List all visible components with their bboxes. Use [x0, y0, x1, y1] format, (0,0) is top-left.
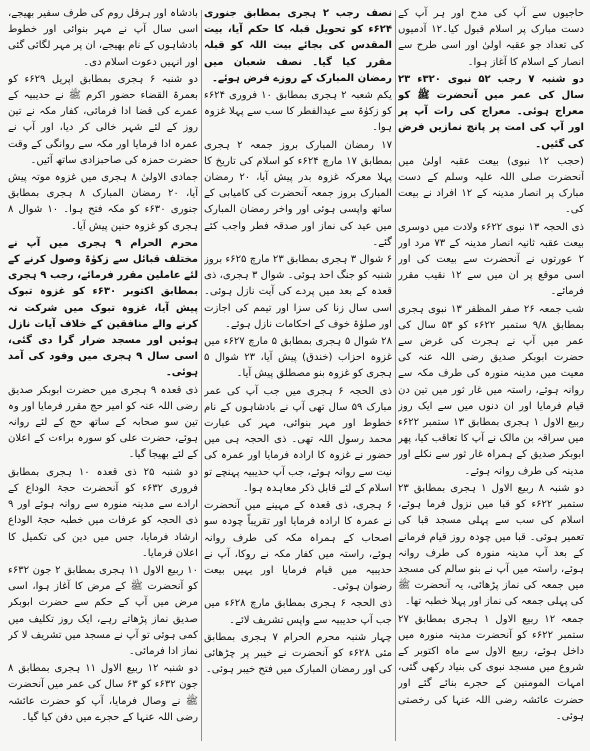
- paragraph: ۶ شوال ۳ ہجری بمطابق ۲۳ مارچ ۶۲۵ء بروز شنبہ کو جنگ احد ہوئی۔ شوال ۳ ہجری، ذی قعدہ کے بعد میں پردے کی آیت نازل ہوئی۔ اسی سال زنا کی سزا اور تیمم کی اجازت اور صلوٰۃ خوف کے احکامات نازل ہوئے۔: [204, 254, 392, 330]
- paragraph: دو شنبہ ۶ ہجری بمطابق اپریل ۶۲۹ء کو بعمرۃ القضاء حضور اکرم ﷺ نے حدیبیہ کے عمرے کی قضا ادا فرمائی، کفار مکہ نے تین روز کے لئے شہر خالی کر دیا، اور آپ نے عمرہ ادا فرمایا اور مکہ سے روانگی کے وقت حضرت حمزہ کی صاحبزادی ساتھ آئیں۔: [8, 73, 198, 166]
- paragraph: جمعہ ۱۲ ربیع الاول ۱ ہجری بمطابق ۲۷ ستمبر ۶۲۲ء کو آنحضرت مدینہ منورہ میں داخل ہوئے، ربیع الاول سے ماہ اکتوبر کے شروع میں مسجد نبوی کی بنیاد رکھی گئی، امہات المومنین کے حجرے بنائے گئے اور حضرت عائشہ رضی اللہ عنہا کی رخصتی ہوئی۔: [398, 613, 584, 722]
- paragraph: دو شنبہ ۸ ربیع الاول ۱ ہجری بمطابق ۲۳ ستمبر ۶۲۲ء کو قبا میں نزول فرما ہوئے، اسلام کی سب سے پہلی مسجد قبا کی تعمیر ہوئی۔ قبا میں چودہ روز قیام فرمانے کے بعد آپ مدینہ منورہ کی طرف روانہ ہوئے، راستہ میں آپ نے بنو سالم کی مسجد میں جمعہ کی نماز پڑھائی، یہ آنحضرت ﷺ کی پہلی جمعہ کی نماز اور پہلا خطبہ تھا۔: [398, 482, 584, 608]
- paragraph: ۶ ہجری، ذی قعدہ کے مہینے میں آنحضرت نے عمرہ کا ارادہ فرمایا اور تقریباً چودہ سو اصحاب کے ہمراہ مکہ کی طرف روانہ ہوئے، راستہ میں کفار مکہ نے روکا، آپ نے حدیبیہ میں قیام فرمایا اور یہیں بیعت رضوان ہوئی۔: [204, 500, 392, 593]
- paragraph: ذی الحجہ ۱۳ نبوی ۶۲۲ء ولادت میں دوسری بیعت عقبہ ثانیہ انصار مدینہ کے ۷۳ مرد اور ۲ عورتوں نے آنحضرت سے بیعت کی اور اسی موقع پر ان میں سے ۱۲ نقیب مقرر فرمائے۔: [398, 221, 584, 298]
- paragraph: ذی الحجہ ۶ ہجری میں جب آپ کی عمر مبارک ۵۹ سال تھی آپ نے بادشاہوں کے نام خطوط اور مہر بنوائی، مہر کی عبارت محمد رسول اللہ تھی۔ ذی الحجہ ہی میں حضور نے غزوہ کا ارادہ فرمایا اور عمرہ کی نیت سے روانہ ہوئے، جب آپ حدیبیہ پہنچے تو اسلام کے لئے قابل ذکر معاہدہ ہوا۔: [204, 385, 392, 494]
- paragraph: یکم شعبہ ۲ ہجری بمطابق ۱۰ فروری ۶۲۴ء کو زکوٰۃ سے عیدالفطر کا سب سے پہلا غزوہ ہوا۔: [204, 90, 392, 134]
- paragraph: ذی قعدہ ۹ ہجری میں حضرت ابوبکر صدیق رضی اللہ عنہ کو امیر حج مقرر فرمایا اور وہ تین سو صحابہ کے ساتھ حج کے لئے روانہ ہوئے، حضرت علی کو سورہ براءت کے اعلان کے لئے بھیجا گیا۔: [8, 384, 198, 461]
- paragraph: دو شنبہ ۷ رجب ۵۲ نبوی ۳۲۰ء ۲۳ سال کی عمر میں آنحضرت ﷺ کو معراج ہوئی۔ معراج کی رات آپ پر اور آپ کی امت پر پانچ نمازیں فرض کی گئیں۔: [398, 73, 584, 150]
- column-divider: [201, 10, 202, 741]
- paragraph: نصف رجب ۲ ہجری بمطابق جنوری ۶۲۴ء کو تحویل قبلہ کا حکم آیا، بیت المقدس کی بجائے بیت اللہ کو قبلہ مقرر کیا گیا۔ نصف شعبان میں رمضان المبارک کے روزے فرض ہوئے۔: [204, 8, 392, 84]
- text-column-right: [398, 6, 584, 745]
- text-column-middle: [204, 6, 392, 745]
- column-divider: [395, 10, 396, 741]
- paragraph: شب جمعہ ۲۶ صفر المظفر ۱۳ نبوی ہجری بمطابق ۹/۸ ستمبر ۶۲۲ء کو ۵۳ سال کی عمر میں آپ نے ہجرت کی غرض سے حضرت ابوبکر صدیق رضی اللہ عنہ کی معیت میں مدینہ منورہ کی طرف مکہ سے روانہ ہوئے، راستہ میں غار ثور میں تین دن قیام فرمایا اور ان دنوں میں سے ایک روز ربیع الاول ۱ ہجری بمطابق ۱۳ ستمبر ۶۲۲ء میں سراقہ بن مالک نے آپ کا تعاقب کیا، پھر ابوبکر صدیق کے ہمراہ غار ثور سے نکلے اور مدینہ کی طرف روانہ ہوئے۔: [398, 303, 584, 477]
- paragraph: چہار شنبہ محرم الحرام ۷ ہجری بمطابق مئی ۶۲۸ء کو آنحضرت نے خیبر پر چڑھائی کی اور رمضان المبارک میں فتح خیبر ہوئی۔: [204, 631, 392, 676]
- paragraph: ۱۰ ربیع الاول ۱۱ ہجری بمطابق ۲ جون ۶۳۲ء کو آنحضرت ﷺ کے مرض کا آغاز ہوا، اسی مرض میں آپ کے حکم سے حضرت ابوبکر صدیق نماز پڑھاتے رہے، ایک روز تکلیف میں کمی ہوئی تو آپ نے مسجد میں تشریف لا کر نماز ادا فرمائی۔: [8, 564, 198, 657]
- paragraph: ذی الحجہ ۶ ہجری بمطابق مارچ ۶۲۸ء میں جب آپ حدیبیہ سے واپس تشریف لائے۔: [204, 598, 392, 626]
- paragraph: ۱۷ رمضان المبارک بروز جمعہ ۲ ہجری بمطابق ۱۷ مارچ ۶۲۴ء کو اسلام کی تاریخ کا پہلا معرکہ غزوہ بدر پیش آیا، ۲۰ رمضان المبارک بروز جمعہ آنحضرت کی کامیابی کے ساتھ واپسی ہوئی اور واخر رمضان المبارک میں عید کی نماز اور صدقہ فطر واجب کئے گئے۔: [204, 139, 392, 248]
- text-column-left: [8, 6, 198, 745]
- paragraph: دو شنبہ ۱۲ ربیع الاول ۱۱ ہجری بمطابق ۸ جون ۶۳۲ء کو ۶۳ سال کی عمر میں آنحضرت ﷺ نے وصال فرمایا، آپ کو حضرت عائشہ رضی اللہ عنہا کے حجرے میں دفن کیا گیا۔: [8, 663, 198, 723]
- paragraph: محرم الحرام ۹ ہجری میں آپ نے مختلف قبائل سے زکوٰۃ وصول کرنے کے لئے عاملین مقرر فرمائے، رجب ۹ ہجری بمطابق اکتوبر ۶۳۰ء کو غزوہ تبوک پیش آیا، غزوہ تبوک میں شرکت نہ کرنے والے منافقین کے خلاف آیات نازل ہوئیں اور مسجد ضرار گرا دی گئی، اسی سال ۹ ہجری میں وفود کی آمد ہوئی۔: [8, 237, 198, 379]
- paragraph: حاجیوں سے آپ کی مدح اور ہر آپ کے دست مبارک پر اسلام قبول کیا۔۱۲ آدمیوں کی تعداد جو عقبہ اولیٰ اور اسی طرح سے انصار کے اسلام کا آغاز ہوا۔: [398, 8, 584, 68]
- paragraph: بادشاہ اور ہرقل روم کی طرف سفیر بھیجے، اسی سال آپ نے مہر بنوائی اور خطوط بادشاہوں کے نام بھیجے، ان پر مہر لگائی گئی اور انہیں دعوت اسلام دی۔: [8, 8, 198, 68]
- paragraph: دو شنبہ ۲۵ ذی قعدہ ۱۰ ہجری بمطابق فروری ۶۳۲ء کو آنحضرت حجۃ الوداع کے ارادے سے مدینہ منورہ سے روانہ ہوئے اور ۹ ذی الحجہ کو عرفات میں خطبہ حجۃ الوداع ارشاد فرمایا، جس میں دین کی تکمیل کا اعلان فرمایا۔: [8, 466, 198, 559]
- paragraph: جمادی الاولیٰ ۸ ہجری میں غزوہ موتہ پیش آیا، ۲۰ رمضان المبارک ۸ ہجری بمطابق جنوری ۶۳۰ء کو مکہ فتح ہوا۔ ۱۰ شوال ۸ ہجری کو غزوہ حنین پیش آیا۔: [8, 172, 198, 232]
- paragraph: (حجب ۱۲ نبوی) بیعت عقبہ اولیٰ میں آنحضرت صلی اللہ علیہ وسلم کے دست مبارک پر انصار مدینہ کے ۱۲ افراد نے بیعت کی۔: [398, 155, 584, 216]
- paragraph: ۲۸ شوال ۵ ہجری بمطابق ۵ مارچ ۶۲۷ء میں غزوہ احزاب (خندق) پیش آیا، ۲۳ شوال ۵ ہجری کو غزوہ بنو مصطلق پیش آیا۔: [204, 336, 392, 380]
